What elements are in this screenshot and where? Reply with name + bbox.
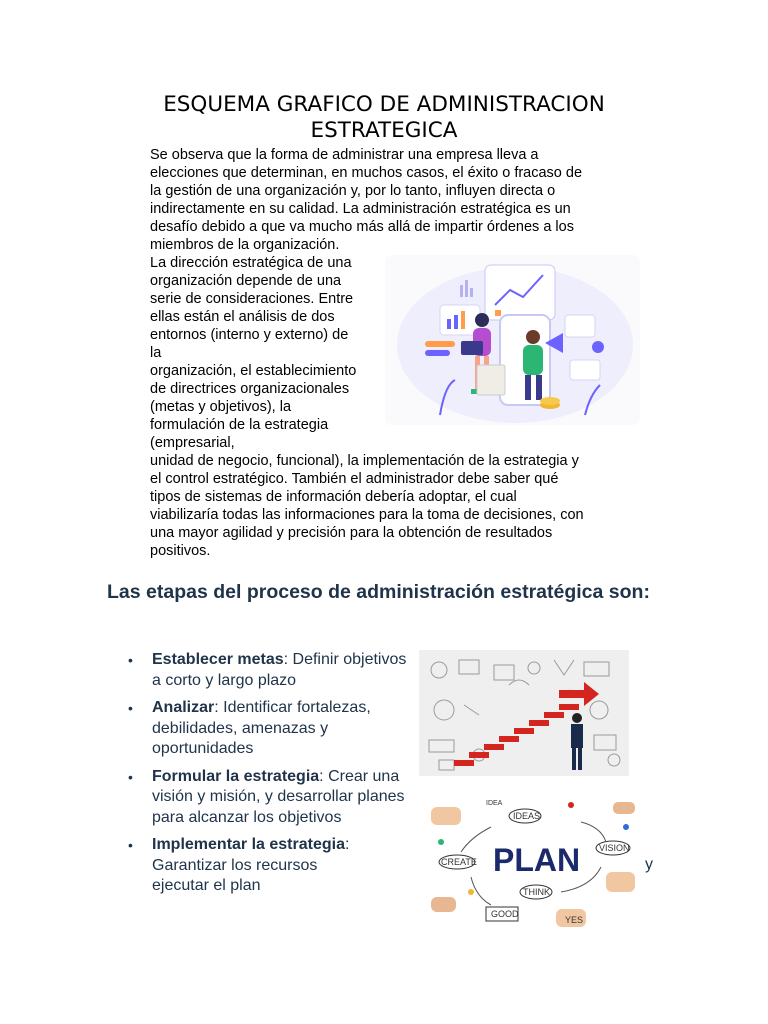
direccion-line: la — [150, 345, 162, 361]
direccion-line: el control estratégico. También el administrador debe saber qué — [150, 471, 559, 487]
intro-line: indirectamente en su calidad. La administración estratégica es un — [150, 201, 571, 217]
direccion-line: organización depende de una — [150, 273, 342, 289]
step-label: Establecer metas — [152, 651, 284, 668]
step-text: : Crear una visión y misión, y desarrollar planes para alcanzar los objetivos — [152, 767, 405, 826]
business-illustration — [385, 255, 640, 425]
plan-image — [431, 797, 635, 927]
title-line-1: ESQUEMA GRAFICO DE ADMINISTRACION — [163, 92, 605, 117]
step-text: : Identificar fortalezas, debilidades, amenazas y oportunidades — [152, 699, 371, 757]
etapas-heading: Las etapas del proceso de administración estratégica son: — [107, 581, 650, 603]
stairs-icon — [419, 650, 629, 776]
bullet-icon: • — [128, 768, 133, 785]
list-item — [128, 767, 408, 829]
page-title — [100, 92, 668, 144]
plan-word: VISION — [599, 843, 630, 853]
plan-word: YES — [565, 915, 584, 925]
direccion-line: unidad de negocio, funcional), la implementación de la estrategia y — [150, 453, 579, 469]
list-item — [128, 835, 408, 897]
bullet-icon: • — [128, 652, 133, 668]
direccion-line: una mayor agilidad y precisión para la obtención de resultados — [150, 525, 553, 541]
plan-word: GOOD — [491, 909, 519, 919]
direccion-line: entornos (interno y externo) de — [150, 327, 349, 343]
business-people-icon — [385, 255, 640, 425]
bullet-icon: • — [128, 700, 133, 716]
intro-line: elecciones que determinan, en muchos casos, el éxito o fracaso de — [150, 165, 583, 181]
direccion-line: serie de consideraciones. Entre — [150, 291, 354, 307]
bullet-icon: • — [128, 837, 133, 853]
intro-line: la gestión de una organización y, por lo tanto, influyen directa o — [150, 183, 556, 199]
direccion-line: formulación de la estrategia — [150, 417, 329, 433]
intro-line: desafío debido a que va mucho más allá de impartir órdenes a los — [150, 219, 574, 235]
plan-word: IDEA — [486, 800, 503, 807]
plan-word: THINK — [523, 887, 550, 897]
direccion-line: ellas están el análisis de dos — [150, 309, 335, 325]
direccion-line: viabilizaría todas las informaciones para la toma de decisiones, con — [150, 507, 584, 523]
plan-word: CREATE — [441, 857, 477, 867]
step-text-continued: ejecutar el plan — [152, 877, 261, 894]
list-item — [128, 698, 408, 760]
direccion-line: (empresarial, — [150, 435, 235, 451]
stairs-strategy-image — [419, 650, 629, 776]
direccion-line: La dirección estratégica de una — [150, 255, 352, 271]
title-line-2: ESTRATEGICA — [310, 118, 458, 143]
step-text: : Definir objetivos a corto y largo plazo — [152, 651, 407, 689]
step-label: Analizar — [152, 699, 215, 716]
list-item — [128, 650, 408, 691]
direccion-line: tipos de sistemas de información debería adoptar, el cual — [150, 489, 517, 505]
steps-list — [128, 650, 408, 897]
direccion-line: (metas y objetivos), la — [150, 399, 292, 415]
plan-word: PLAN — [493, 842, 581, 878]
step-label: Formular la estrategia — [152, 767, 320, 785]
direccion-line: positivos. — [150, 543, 211, 559]
step-label: Implementar la estrategia — [152, 836, 345, 853]
direccion-line: organización, el establecimiento — [150, 363, 357, 379]
intro-line: Se observa que la forma de administrar una empresa lleva a — [150, 147, 539, 163]
step-trailing-text: y — [645, 856, 653, 873]
intro-line: miembros de la organización. — [150, 237, 340, 253]
plan-words-icon — [431, 797, 635, 927]
direccion-line: de directrices organizacionales — [150, 381, 350, 397]
step-text: : Garantizar los recursos — [152, 836, 350, 874]
plan-word: IDEAS — [513, 811, 541, 821]
